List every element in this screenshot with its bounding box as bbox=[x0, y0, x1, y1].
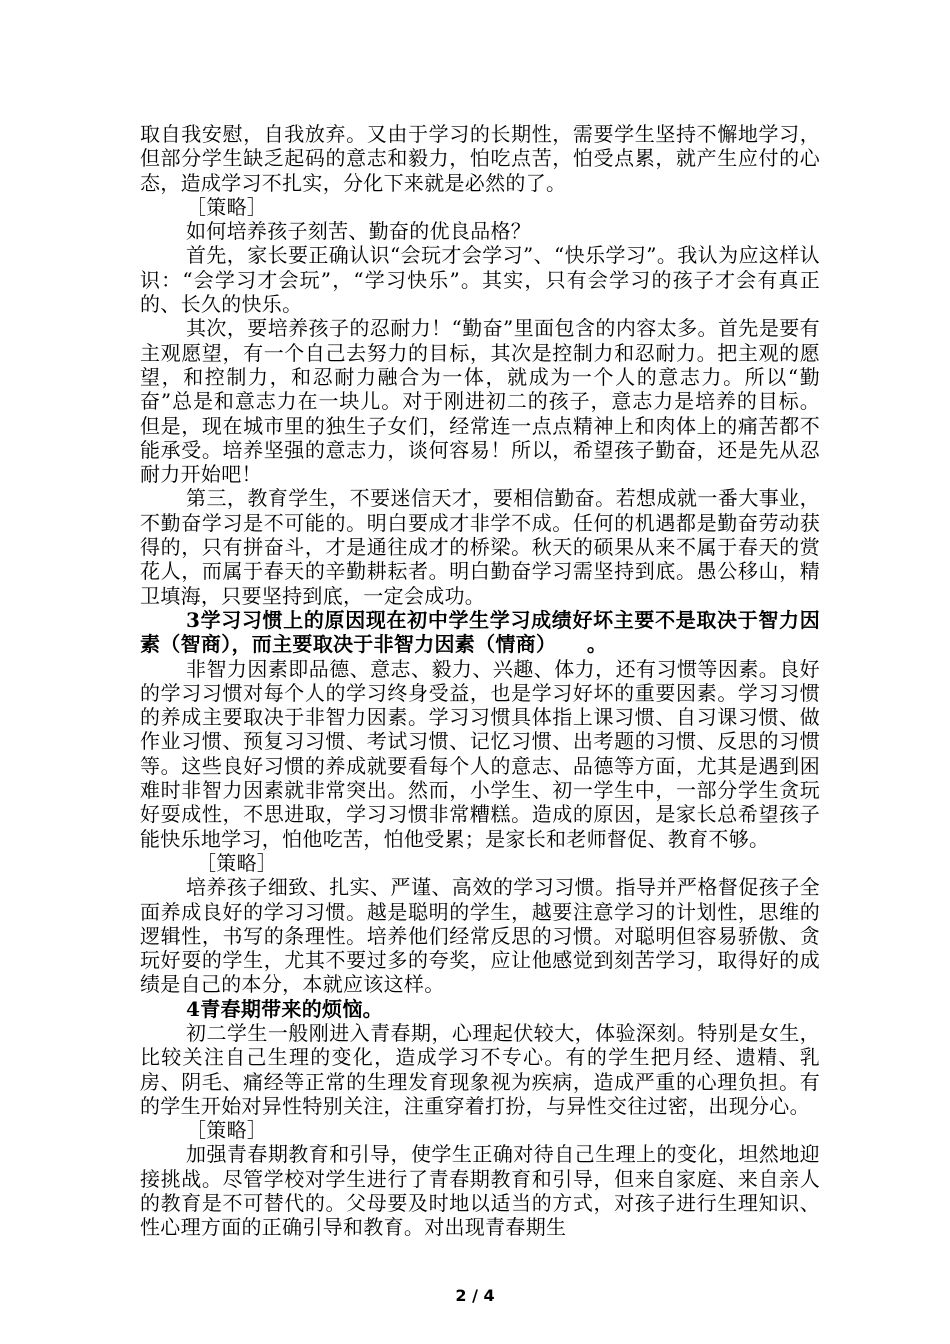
paragraph-puberty: 初二学生一般刚进入青春期，心理起伏较大，体验深刻。特别是女生，比较关注自己生理的变化，造成学习不专心。有的学生把月经、遗精、乳房、阴毛、痛经等正常的生理发育现象视为疾病，造成严重的心理负担。有的学生开始对异性特别关注，注重穿着打扮，与异性交往过密，出现分心。 bbox=[140, 1020, 820, 1118]
paragraph-first: 首先，家长要正确认识“会玩才会学习”、“快乐学习”。我认为应这样认识：“会学习才会玩”，“学习快乐”。其实，只有会学习的孩子才会有真正的、长久的快乐。 bbox=[140, 243, 820, 317]
strategy-label: ［策略］ bbox=[186, 1118, 268, 1143]
paragraph-question: 如何培养孩子刻苦、勤奋的优良品格？ bbox=[186, 219, 532, 244]
paragraph-habits: 培养孩子细致、扎实、严谨、高效的学习习惯。指导并严格督促孩子全面养成良好的学习习惯。越是聪明的学生，越要注意学习的计划性，思维的逻辑性，书写的条理性。培养他们经常反思的习惯。对聪明但容易骄傲、贪玩好耍的学生，尤其不要过多的夸奖，应让他感觉到刻苦学习，取得好的成绩是自己的本分，本就应该这样。 bbox=[140, 875, 820, 997]
document-body bbox=[140, 122, 820, 1240]
section-heading-4: 4青春期带来的烦恼。 bbox=[186, 996, 383, 1021]
paragraph-third: 第三，教育学生，不要迷信天才，要相信勤奋。若想成就一番大事业，不勤奋学习是不可能的。明白要成才非学不成。任何的机遇都是勤奋劳动获得的，只有拼奋斗，才是通往成才的桥梁。秋天的硕果从来不属于春天的赏花人，而属于春天的辛勤耕耘者。明白勤奋学习需坚持到底。愚公移山，精卫填海，只要坚持到底，一定会成功。 bbox=[140, 486, 820, 608]
strategy-label: ［策略］ bbox=[186, 194, 268, 219]
section-heading-3: 3学习习惯上的原因现在初中学生学习成绩好坏主要不是取决于智力因素（智商），而主要取决于非智力因素（情商） 。 bbox=[140, 607, 820, 657]
paragraph-non-intellectual: 非智力因素即品德、意志、毅力、兴趣、体力，还有习惯等因素。良好的学习习惯对每个人的学习终身受益，也是学习好坏的重要因素。学习习惯的养成主要取决于非智力因素。学习习惯具体指上课习惯、自习课习惯、做作业习惯、预复习习惯、考试习惯、记忆习惯、出考题的习惯、反思的习惯等。这些良好习惯的养成就要看每个人的意志、品德等方面，尤其是遇到困难时非智力因素就非常突出。然而，小学生、初一学生中，一部分学生贪玩好耍成性，不思进取，学习习惯非常糟糕。造成的原因，是家长总希望孩子能快乐地学习，怕他吃苦，怕他受累；是家长和老师督促、教育不够。 bbox=[140, 656, 820, 851]
paragraph-continuation: 取自我安慰，自我放弃。又由于学习的长期性，需要学生坚持不懈地学习，但部分学生缺乏起码的意志和毅力，怕吃点苦，怕受点累，就产生应付的心态，造成学习不扎实，分化下来就是必然的了。 bbox=[140, 122, 820, 195]
paragraph-puberty-strategy: 加强青春期教育和引导，使学生正确对待自己生理上的变化，坦然地迎接挑战。尽管学校对学生进行了青春期教育和引导，但来自家庭、来自亲人的教育是不可替代的。父母要及时地以适当的方式，对孩子进行生理知识、性心理方面的正确引导和教育。对出现青春期生 bbox=[140, 1142, 820, 1240]
strategy-label: ［策略］ bbox=[196, 850, 278, 875]
page-number: 2 / 4 bbox=[455, 1286, 495, 1305]
paragraph-second: 其次，要培养孩子的忍耐力！“勤奋”里面包含的内容太多。首先是要有主观愿望，有一个自己去努力的目标，其次是控制力和忍耐力。把主观的愿望，和控制力，和忍耐力融合为一体，就成为一个人的意志力。所以“勤奋”总是和意志力在一块儿。对于刚进初二的孩子，意志力是培养的目标。但是，现在城市里的独生子女们，经常连一点点精神上和肉体上的痛苦都不能承受。培养坚强的意志力，谈何容易！所以，希望孩子勤奋，还是先从忍耐力开始吧！ bbox=[140, 316, 820, 487]
